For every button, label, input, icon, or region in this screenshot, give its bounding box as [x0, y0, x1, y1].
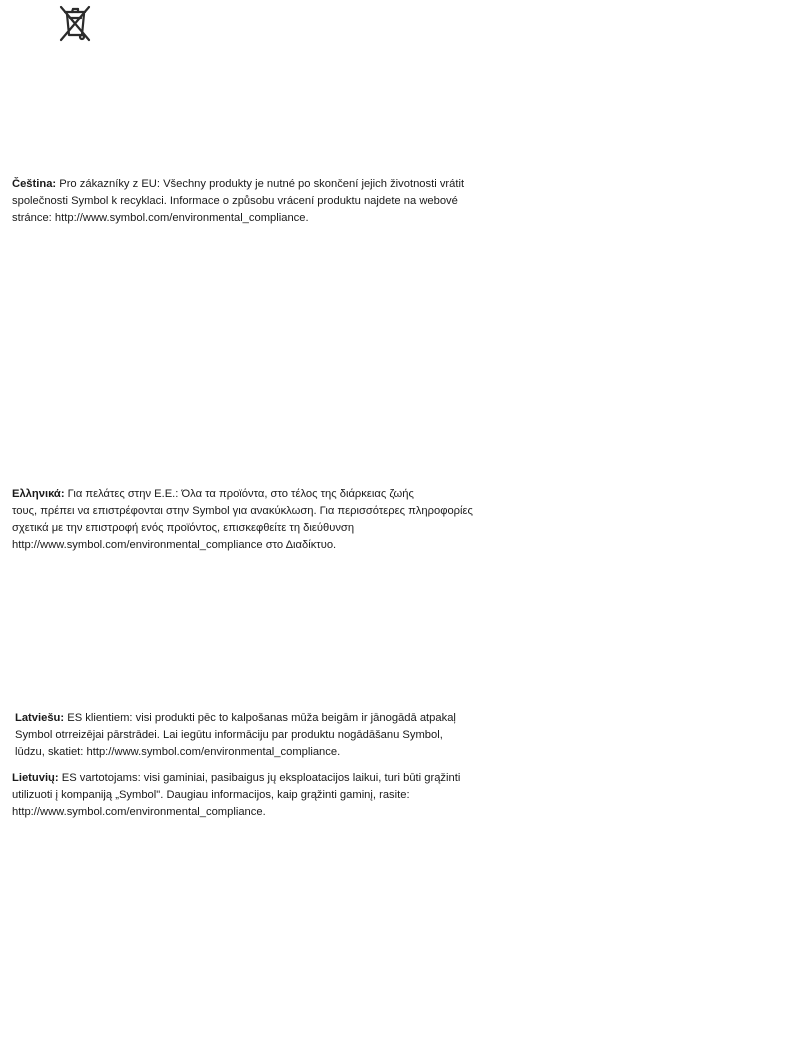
- greek-line-4: http://www.symbol.com/environmental_compliance στο Διαδίκτυο.: [12, 539, 337, 551]
- lithuanian-notice: [12, 770, 460, 821]
- lithuanian-line-3: http://www.symbol.com/environmental_compliance.: [12, 806, 266, 818]
- latvian-notice: [15, 710, 456, 761]
- greek-line-3: σχετικά με την επιστροφή ενός προϊόντος, επισκεφθείτε τη διεύθυνση: [12, 522, 355, 534]
- czech-line-2: společnosti Symbol k recyklaci. Informace o způsobu vrácení produktu najdete na webové: [12, 195, 458, 207]
- czech-notice: [12, 176, 464, 227]
- crossed-out-wheelie-bin-icon: [56, 4, 94, 42]
- lithuanian-line-1: ES vartotojams: visi gaminiai, pasibaigus jų eksploatacijos laikui, turi būti grąžinti: [58, 772, 461, 784]
- latvian-line-1: ES klientiem: visi produkti pēc to kalpošanas mūža beigām ir jānogādā atpakaļ: [64, 712, 456, 724]
- czech-label: Čeština:: [12, 178, 57, 190]
- lithuanian-line-2: utilizuoti į kompaniją „Symbol". Daugiau informacijos, kaip grąžinti gaminį, rasite:: [12, 789, 410, 801]
- czech-line-3: stránce: http://www.symbol.com/environmental_compliance.: [12, 212, 309, 224]
- greek-label: Ελληνικά:: [12, 488, 65, 500]
- lithuanian-label: Lietuvių:: [12, 772, 59, 784]
- latvian-line-2: Symbol otrreizējai pārstrādei. Lai iegūtu informāciju par produktu nogādāšanu Symbol,: [15, 729, 443, 741]
- greek-line-1: Για πελάτες στην Ε.Ε.: Όλα τα προϊόντα, στο τέλος της διάρκειας ζωής: [64, 488, 414, 500]
- czech-line-1: Pro zákazníky z EU: Všechny produkty je nutné po skončení jejich životnosti vrátit: [56, 178, 465, 190]
- greek-line-2: τους, πρέπει να επιστρέφονται στην Symbol για ανακύκλωση. Για περισσότερες πληροφορίες: [12, 505, 473, 517]
- greek-notice: [12, 486, 473, 554]
- latvian-line-3: lūdzu, skatiet: http://www.symbol.com/environmental_compliance.: [15, 746, 341, 758]
- latvian-label: Latviešu:: [15, 712, 65, 724]
